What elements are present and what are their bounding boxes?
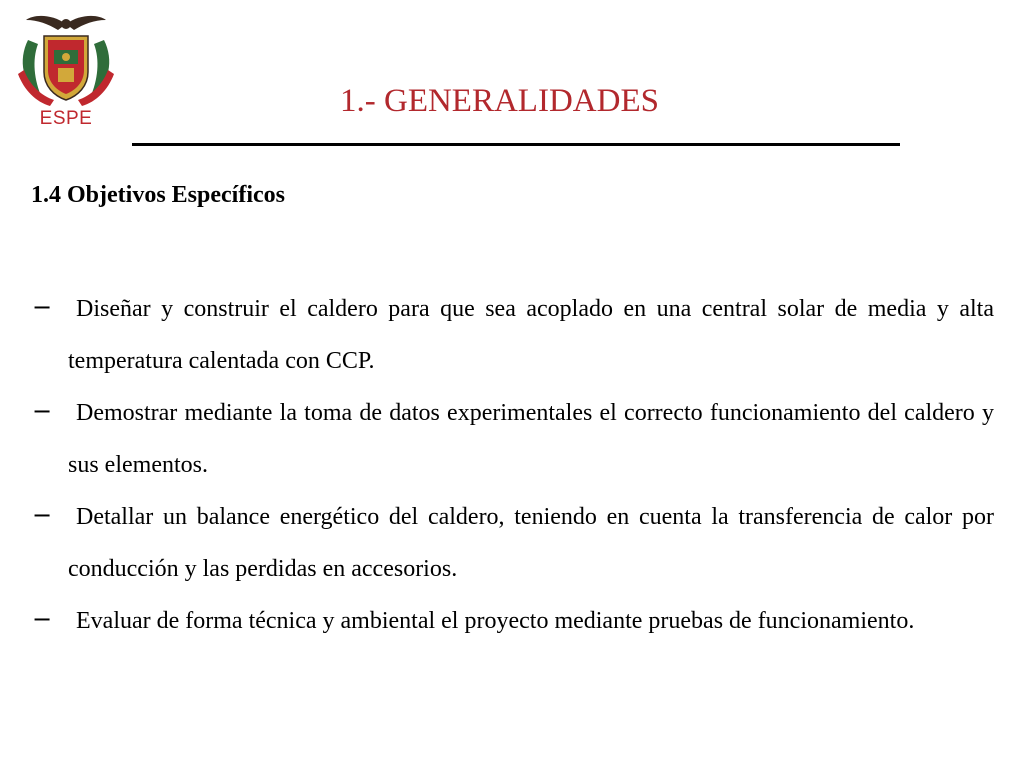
logo-label: ESPE — [39, 108, 93, 129]
dash-bullet-icon: − — [32, 293, 53, 321]
objective-text: Evaluar de forma técnica y ambiental el proyecto mediante pruebas de funcionamiento. — [76, 608, 915, 634]
objective-item — [30, 491, 994, 595]
objective-item — [30, 387, 994, 491]
title-divider — [132, 143, 900, 146]
espe-coat-of-arms-icon — [8, 10, 124, 110]
objectives-list — [30, 283, 994, 647]
objective-text: Demostrar mediante la toma de datos experimentales el correcto funcionamiento del caldero y sus elementos. — [68, 400, 994, 478]
objective-item — [30, 283, 994, 387]
section-heading: 1.4 Objetivos Específicos — [31, 182, 285, 208]
objective-item — [30, 595, 994, 647]
dash-bullet-icon: − — [32, 605, 53, 633]
page-title: 1.- GENERALIDADES — [340, 83, 659, 119]
dash-bullet-icon: − — [32, 501, 53, 529]
dash-bullet-icon: − — [32, 397, 53, 425]
objective-text: Diseñar y construir el caldero para que sea acoplado en una central solar de media y alta temperatura calentada con CCP. — [68, 296, 994, 374]
espe-logo — [8, 10, 124, 136]
objective-text: Detallar un balance energético del caldero, teniendo en cuenta la transferencia de calor por conducción y las perdidas en accesorios. — [68, 504, 994, 582]
